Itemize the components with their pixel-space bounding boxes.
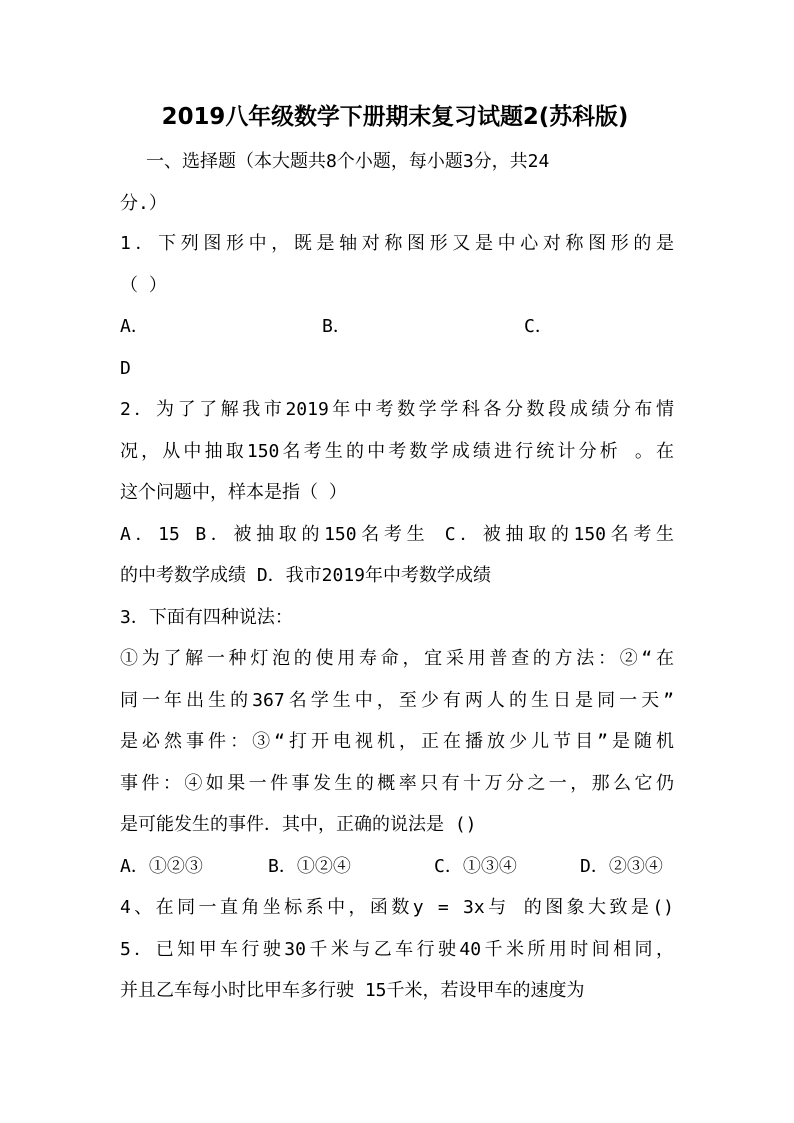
question-3-option-c: C．①③④ [434, 856, 517, 877]
question-1-option-b: B． [322, 316, 351, 337]
question-2-options: A．15 B．被抽取的150名考生 C．被抽取的150名考生 [120, 524, 674, 545]
document-title: 2019八年级数学下册期末复习试题2(苏科版) [161, 104, 629, 130]
question-1-option-d: D [120, 358, 131, 379]
question-3-option-d: D．②③④ [580, 856, 663, 877]
question-5-text-line-2: 并且乙车每小时比甲车多行驶 15千米，若设甲车的速度为 [120, 980, 585, 1001]
question-5-text: 5．已知甲车行驶30千米与乙车行驶40千米所用时间相同， [120, 939, 674, 960]
question-3-statement-line-1: ①为了解一种灯泡的使用寿命，宜采用普查的方法：②“在 [120, 648, 674, 669]
question-2-text: 2．为了了解我市2019年中考数学学科各分数段成绩分布情 [120, 399, 674, 420]
question-2-text-line-2: 况，从中抽取150名考生的中考数学成绩进行统计分析 。在 [120, 441, 674, 462]
question-3-statement-line-2: 同一年出生的367名学生中，至少有两人的生日是同一天” [120, 690, 674, 711]
question-3-option-a: A．①②③ [120, 856, 203, 877]
section-heading: 一、选择题（本大题共8个小题，每小题3分，共24 [146, 151, 550, 172]
question-1-answer-bracket: （ ） [120, 275, 167, 296]
question-3-statement-line-4: 事件：④如果一件事发生的概率只有十万分之一，那么它仍 [120, 773, 674, 794]
question-3-text: 3．下面有四种说法： [120, 607, 293, 628]
question-1-text: 1．下列图形中，既是轴对称图形又是中心对称图形的是 [120, 233, 674, 254]
question-3-statement-line-5: 是可能发生的事件．其中，正确的说法是 () [120, 814, 477, 835]
question-1-option-c: C． [524, 316, 553, 337]
question-2-options-continued: 的中考数学成绩 D．我市2019年中考数学成绩 [120, 565, 492, 586]
question-3-option-b: B．①②④ [268, 856, 351, 877]
question-3-statement-line-3: 是必然事件：③“打开电视机，正在播放少儿节目”是随机 [120, 731, 674, 752]
section-heading-continued: 分.） [120, 193, 167, 214]
question-4-text: 4、在同一直角坐标系中，函数y = 3x与 的图象大致是() [120, 897, 674, 918]
question-2-text-line-3: 这个问题中，样本是指（ ） [120, 482, 347, 503]
question-1-option-a: A． [120, 316, 149, 337]
